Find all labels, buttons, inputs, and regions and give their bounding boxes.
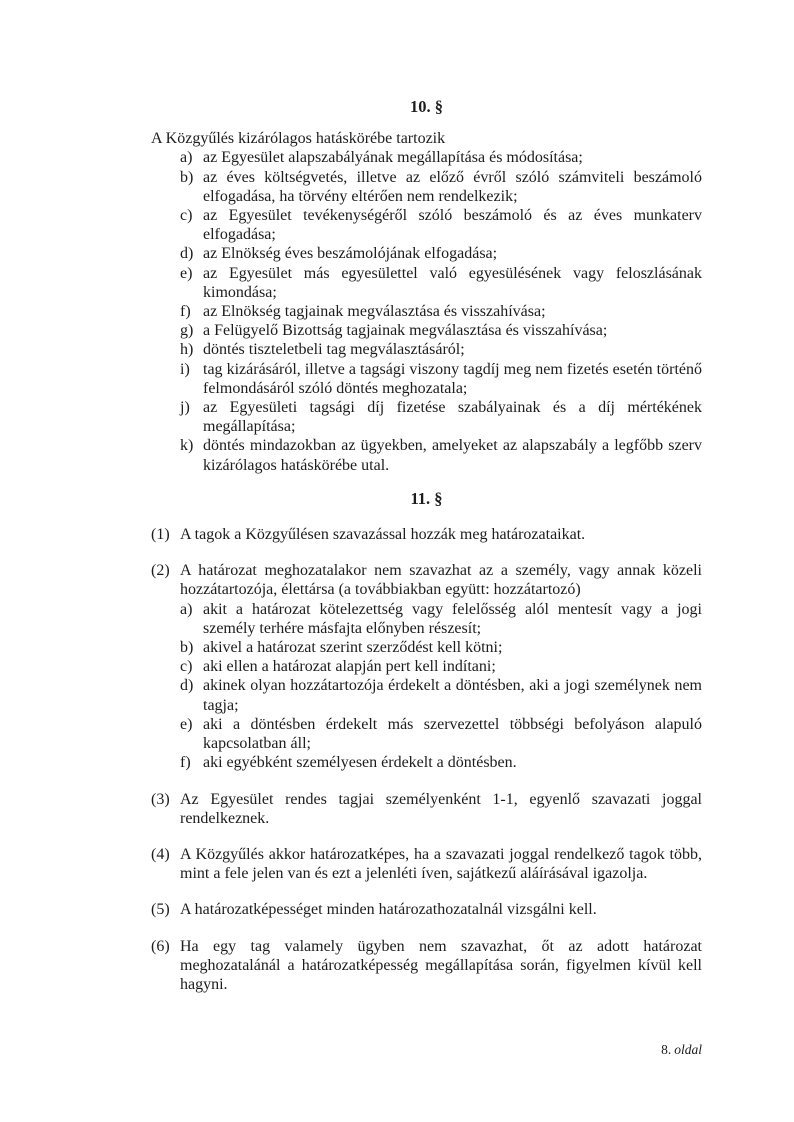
section-intro: A Közgyűlés kizárólagos hatáskörébe tartozik bbox=[151, 130, 446, 148]
item-marker: k) bbox=[180, 437, 194, 455]
numbered-paragraph bbox=[151, 845, 702, 883]
sub-item bbox=[180, 657, 702, 676]
item-marker: f) bbox=[180, 303, 191, 321]
paragraph-text: Ha egy tag valamely ügyben nem szavazhat, őt az adott határozat meghozatalánál a határozatképesség megállapítása során, figyelmen kívül kell hagyni. bbox=[180, 937, 702, 993]
footer-page-number: 8. bbox=[661, 1042, 672, 1057]
item-marker: i) bbox=[180, 360, 190, 378]
paragraph-text: A Közgyűlés akkor határozatképes, ha a szavazati joggal rendelkező tagok több, mint a fele jelen van és ezt a jelenléti íven, sajátkezű aláírásával igazolja. bbox=[180, 845, 702, 883]
section-11 bbox=[151, 489, 702, 994]
item-text: az éves költségvetés, illetve az előző évről szóló számviteli beszámoló elfogadása, ha törvény eltérően nem rendelkezik; bbox=[203, 168, 702, 205]
section-heading: 11. § bbox=[410, 488, 443, 508]
item-marker: e) bbox=[180, 715, 193, 733]
item-text: az Egyesület tevékenységéről szóló beszámoló és az éves munkaterv elfogadása; bbox=[203, 207, 702, 244]
paragraph-marker: (6) bbox=[151, 937, 170, 955]
paragraph-text: A határozat meghozatalakor nem szavazhat az a személy, vagy annak közeli hozzátartozója, élettársa (a továbbiakban együtt: hozzátartozó) bbox=[180, 562, 702, 599]
paragraph-text: A tagok a Közgyűlésen szavazással hozzák meg határozataikat. bbox=[180, 526, 586, 544]
sub-item bbox=[180, 676, 702, 714]
item-text: tag kizárásáról, illetve a tagsági viszony tagdíj meg nem fizetés esetén történő felmondásáról szóló döntés meghozatala; bbox=[203, 360, 702, 397]
sub-lettered-list bbox=[180, 600, 702, 773]
numbered-paragraph bbox=[151, 561, 702, 772]
lettered-item bbox=[180, 148, 702, 167]
lettered-item bbox=[180, 340, 702, 359]
sub-item bbox=[180, 638, 702, 657]
sub-item bbox=[180, 715, 702, 753]
item-text: az Egyesületi tagsági díj fizetése szabályainak és a díj mértékének megállapítása; bbox=[203, 399, 702, 436]
lettered-item bbox=[180, 206, 702, 244]
page-footer bbox=[661, 1042, 702, 1058]
sub-item bbox=[180, 600, 702, 638]
item-text: aki ellen a határozat alapján pert kell indítani; bbox=[203, 658, 496, 676]
lettered-item bbox=[180, 398, 702, 436]
item-text: döntés mindazokban az ügyekben, amelyeket az alapszabály a legfőbb szerv kizárólagos hatáskörébe utal. bbox=[203, 437, 702, 474]
lettered-item bbox=[180, 302, 702, 321]
item-marker: d) bbox=[180, 245, 194, 263]
numbered-paragraph bbox=[151, 937, 702, 995]
item-text: az Egyesület alapszabályának megállapítása és módosítása; bbox=[203, 149, 583, 167]
lettered-item bbox=[180, 360, 702, 398]
content-area bbox=[151, 97, 702, 994]
paragraph-marker: (4) bbox=[151, 845, 170, 863]
item-marker: a) bbox=[180, 149, 193, 167]
section-10 bbox=[151, 97, 702, 475]
lettered-item bbox=[180, 244, 702, 263]
lettered-list bbox=[180, 148, 702, 474]
numbered-paragraph bbox=[151, 790, 702, 828]
item-text: az Elnökség tagjainak megválasztása és visszahívása; bbox=[203, 303, 546, 321]
lettered-item bbox=[180, 264, 702, 302]
item-marker: h) bbox=[180, 341, 194, 359]
item-marker: b) bbox=[180, 168, 194, 186]
numbered-paragraph bbox=[151, 525, 702, 544]
numbered-paragraph bbox=[151, 900, 702, 919]
item-marker: d) bbox=[180, 677, 194, 695]
item-marker: a) bbox=[180, 600, 193, 618]
lettered-item bbox=[180, 321, 702, 340]
paragraph-marker: (1) bbox=[151, 526, 170, 544]
item-text: az Elnökség éves beszámolójának elfogadása; bbox=[203, 245, 498, 263]
lettered-item bbox=[180, 436, 702, 474]
item-marker: c) bbox=[180, 658, 193, 676]
item-marker: e) bbox=[180, 264, 193, 282]
footer-page-label: oldal bbox=[674, 1042, 702, 1057]
item-text: akit a határozat kötelezettség vagy felelősség alól mentesít vagy a jogi személy terhére másfajta előnyben részesít; bbox=[203, 600, 702, 637]
item-marker: j) bbox=[180, 399, 190, 417]
paragraph-marker: (3) bbox=[151, 790, 170, 808]
sub-item bbox=[180, 753, 702, 772]
item-marker: c) bbox=[180, 207, 193, 225]
item-text: az Egyesület más egyesülettel való egyesülésének vagy feloszlásának kimondása; bbox=[203, 264, 702, 301]
paragraph-text: A határozatképességet minden határozathozatalnál vizsgálni kell. bbox=[180, 901, 597, 919]
section-heading: 10. § bbox=[410, 97, 443, 116]
item-text: akivel a határozat szerint szerződést kell kötni; bbox=[203, 639, 503, 657]
item-text: döntés tiszteletbeli tag megválasztásáról; bbox=[203, 341, 465, 359]
item-marker: b) bbox=[180, 639, 194, 657]
paragraph-marker: (2) bbox=[151, 562, 170, 580]
item-text: aki egyébként személyesen érdekelt a döntésben. bbox=[203, 754, 517, 772]
paragraph-text: Az Egyesület rendes tagjai személyenként 1-1, egyenlő szavazati joggal rendelkeznek. bbox=[180, 790, 702, 827]
item-marker: f) bbox=[180, 754, 191, 772]
paragraph-marker: (5) bbox=[151, 901, 170, 919]
lettered-item bbox=[180, 168, 702, 206]
item-text: akinek olyan hozzátartozója érdekelt a döntésben, aki a jogi személynek nem tagja; bbox=[203, 677, 702, 714]
item-text: aki a döntésben érdekelt más szervezettel többségi befolyáson alapuló kapcsolatban áll; bbox=[203, 715, 702, 753]
item-marker: g) bbox=[180, 322, 194, 340]
item-text: a Felügyelő Bizottság tagjainak megválasztása és visszahívása; bbox=[203, 322, 608, 340]
